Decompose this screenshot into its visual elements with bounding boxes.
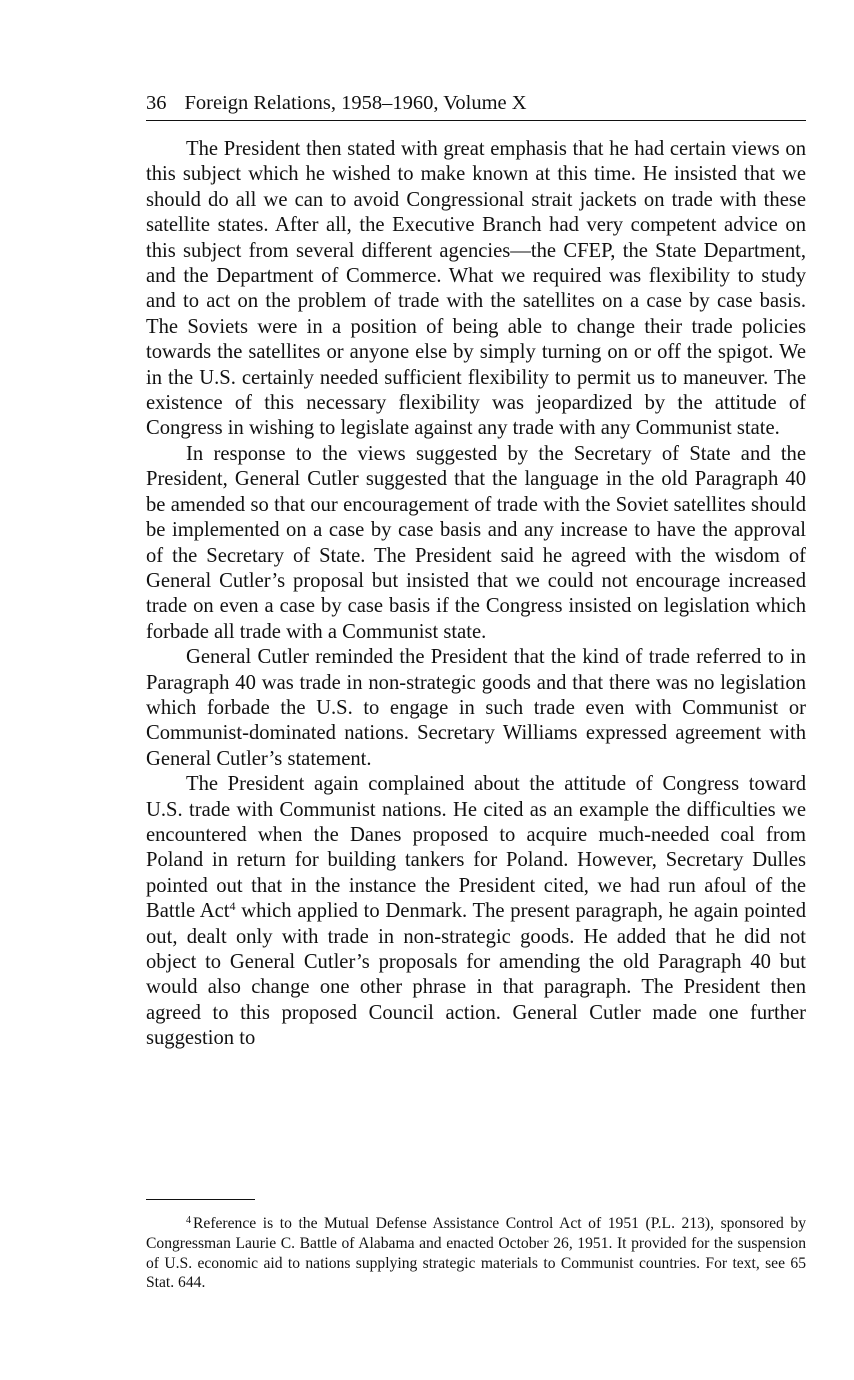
footnote-text: Reference is to the Mutual Defense Assistance Control Act of 1951 (P.L. 213), sponsored by Congressman Laurie C. Battle of Alabama and enacted October 26, 1951. It provided for the suspension of U.S. economic aid to nations supplying strategic materials to Communist countries. For text, see 65 Stat. 644. <box>146 1215 806 1292</box>
paragraph-text-after-reference: which applied to Denmark. The present paragraph, he again pointed out, dealt only with trade in non-strategic goods. He added that he did not object to General Cutler’s proposals for amending the old Paragraph 40 but would also change one other phrase in that paragraph. The President then agreed to this proposed Council action. General Cutler made one further suggestion to <box>146 900 806 1050</box>
paragraph-cutler-suggestion: In response to the views suggested by the Secretary of State and the President, General Cutler suggested that the language in the old Paragraph 40 be amended so that our encouragement of trade with the Soviet satellites should be implemented on a case by case basis and any increase to have the approval of the Secretary of State. The President said he agreed with the wisdom of General Cutler’s proposal but insisted that we could not encourage increased trade on even a case by case basis if the Congress insisted on legislation which forbade all trade with a Communist state. <box>146 442 806 643</box>
footnotes <box>146 1214 806 1293</box>
footnote-number: 4 <box>186 1215 191 1226</box>
paragraph-president-views: The President then stated with great emphasis that he had certain views on this subject which he wished to make known at this time. He insisted that we should do all we can to avoid Congressional strait jackets on trade with these satellite states. After all, the Executive Branch had very competent advice on this subject from several different agencies—the CFEP, the State Department, and the Department of Commerce. What we required was flexibility to study and to act on the problem of trade with the satellites on a case by case basis. The Soviets were in a position of being able to change their trade policies towards the satellites or anyone else by simply turning on or off the spigot. We in the U.S. certainly needed sufficient flexibility to permit us to maneuver. The existence of this necessary flexibility was jeopardized by the attitude of Congress in wishing to legislate against any trade with any Communist state. <box>146 138 806 440</box>
page-number: 36 <box>146 92 167 114</box>
paragraph-text-before-reference: The President again complained about the attitude of Congress toward U.S. trade with Communist nations. He cited as an example the difficulties we encountered when the Danes proposed to acquire much-needed coal from Poland in return for building tankers for Poland. However, Secretary Dulles pointed out that in the instance the President cited, we had run afoul of the Battle Act <box>146 773 806 923</box>
running-title: Foreign Relations, 1958–1960, Volume X <box>184 92 527 114</box>
footnote-divider <box>146 1199 255 1200</box>
paragraph-president-complaint <box>146 772 806 1051</box>
paragraph-cutler-reminder: General Cutler reminded the President that the kind of trade referred to in Paragraph 40 was trade in non-strategic goods and that there was no legislation which forbade the U.S. to engage in such trade even with Communist or Communist-dominated nations. Secretary Williams expressed agreement with General Cutler’s statement. <box>146 646 806 770</box>
footnote-reference[interactable]: 4 <box>229 899 236 914</box>
document-page <box>146 88 806 1052</box>
footnote-4 <box>146 1214 806 1293</box>
running-header <box>146 88 806 121</box>
body-text <box>146 137 806 1052</box>
